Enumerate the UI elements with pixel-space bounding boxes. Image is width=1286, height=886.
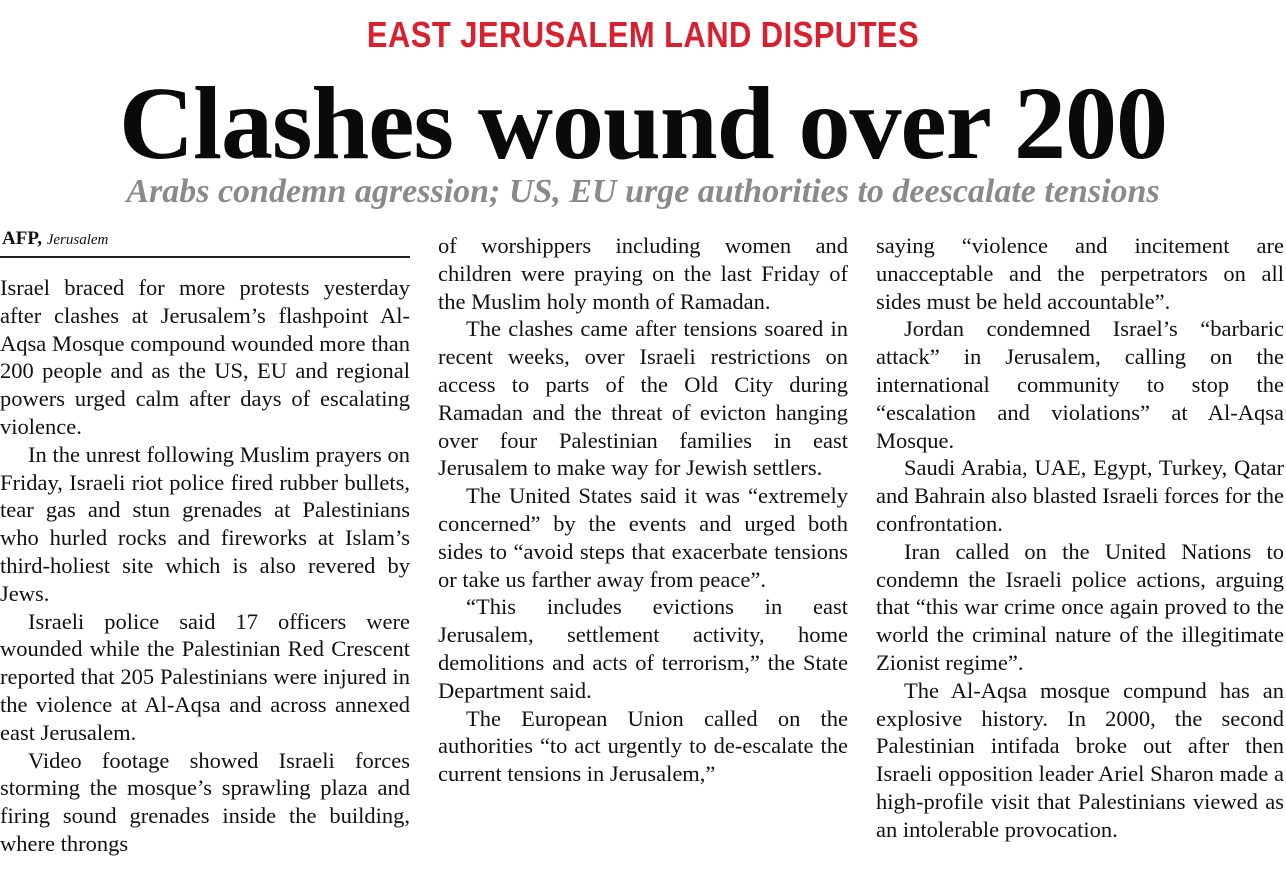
byline-location: Jerusalem — [46, 232, 109, 248]
paragraph: The clashes came after tensions soared in recent weeks, over Israeli restrictions on access to parts of the Old City during Ramadan and the threat of evicton hanging over four Palestinian families in east Jerusalem to make way for Jewish settlers. — [438, 316, 848, 481]
paragraph: Iran called on the United Nations to condemn the Israeli police actions, arguing that “this war crime once again proved to the world the criminal nature of the illegitimate Zionist regime”. — [876, 538, 1284, 675]
paragraph: Saudi Arabia, UAE, Egypt, Turkey, Qatar and Bahrain also blasted Israeli forces for the confrontation. — [876, 455, 1284, 536]
paragraph: The United States said it was “extremely concerned” by the events and urged both sides to “avoid steps that exacerbate tensions or take us farther away from peace”. — [438, 483, 848, 592]
paragraph: Israeli police said 17 officers were wounded while the Palestinian Red Crescent reported that 205 Palestinians were injured in the violence at Al-Aqsa and across annexed east Jerusalem. — [0, 608, 410, 745]
byline — [2, 228, 108, 250]
subheadline: Arabs condemn agression; US, EU urge authorities to deescalate tensions — [126, 173, 1160, 210]
paragraph: The Al-Aqsa mosque compund has an explosive history. In 2000, the second Palestinian intifada broke out after then Israeli opposition leader Ariel Sharon made a high-profile visit that Palestinians viewed as an intolerable provocation. — [876, 677, 1284, 842]
paragraph: The European Union called on the authorities “to act urgently to de-escalate the current tensions in Jerusalem,” — [438, 705, 848, 787]
paragraph: Video footage showed Israeli forces storming the mosque’s sprawling plaza and firing sound grenades inside the building, where throngs — [0, 747, 410, 856]
paragraph: Israel braced for more protests yesterday after clashes at Jerusalem’s flashpoint Al-Aqsa Mosque compound wounded more than 200 people and as the US, EU and regional powers urged calm after days of escalating violence. — [0, 275, 410, 439]
article-column-1 — [0, 274, 410, 858]
paragraph: In the unrest following Muslim prayers on Friday, Israeli riot police fired rubber bullets, tear gas and stun grenades at Palestinians who hurled rocks and fireworks at Islam’s third-holiest site which is also revered by Jews. — [0, 441, 410, 606]
article-column-2 — [438, 232, 848, 788]
paragraph: saying “violence and incitement are unacceptable and the perpetrators on all sides must be held accountable”. — [876, 233, 1284, 314]
paragraph: “This includes evictions in east Jerusalem, settlement activity, home demolitions and acts of terrorism,” the State Department said. — [438, 594, 848, 703]
byline-divider — [0, 256, 410, 258]
paragraph: of worshippers including women and children were praying on the last Friday of the Muslim holy month of Ramadan. — [438, 233, 848, 314]
headline: Clashes wound over 200 — [118, 66, 1167, 181]
section-kicker: EAST JERUSALEM LAND DISPUTES — [366, 14, 920, 55]
article-column-3 — [876, 232, 1284, 844]
byline-agency: AFP, — [2, 228, 42, 249]
paragraph: Jordan condemned Israel’s “barbaric attack” in Jerusalem, calling on the international community to stop the “escalation and violations” at Al-Aqsa Mosque. — [876, 316, 1284, 453]
